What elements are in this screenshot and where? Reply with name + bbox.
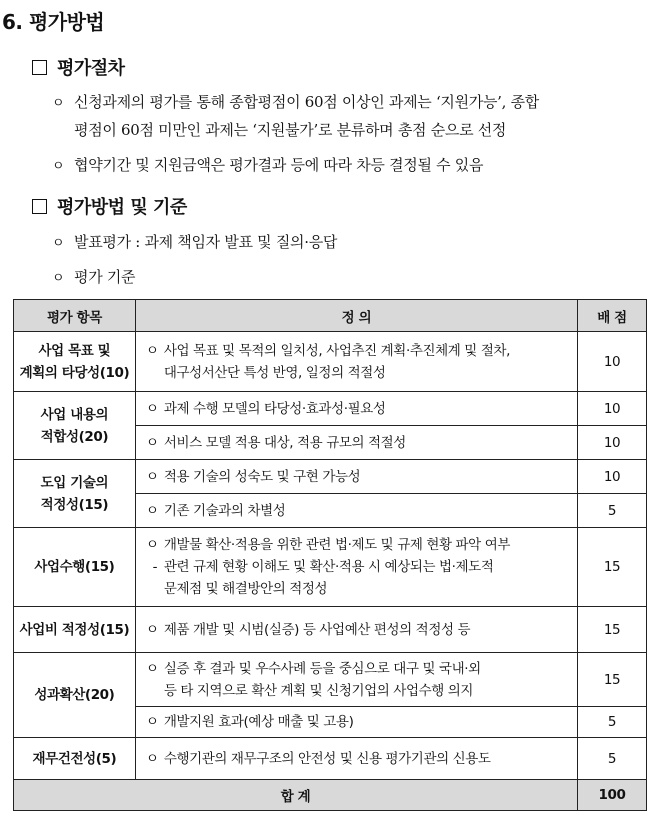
bullet-item: ㅇ 평가 기준	[52, 268, 136, 286]
bullet-item: ㅇ 신청과제의 평가를 통해 종합평점이 60점 이상인 과제는 ‘지원가능’, 종합	[52, 93, 539, 111]
circle-bullet-icon: ㅇ	[52, 236, 65, 251]
criterion-score: 5	[578, 738, 647, 780]
criterion-definition: ㅇ 사업 목표 및 목적의 일치성, 사업추진 계획·추진체계 및 절차, 대구성서산단 특성 반영, 일정의 적절성	[135, 332, 577, 392]
criterion-definition: ㅇ 실증 후 결과 및 우수사례 등을 중심으로 대구 및 국내·외 등 타 지역으로 확산 계획 및 신청기업의 사업수행 의지	[135, 653, 577, 707]
criterion-score: 15	[578, 607, 647, 653]
table-row	[14, 653, 647, 707]
table-total-row	[14, 780, 647, 811]
criterion-definition: ㅇ 과제 수행 모델의 타당성·효과성·필요성	[135, 392, 577, 426]
criterion-definition: ㅇ 제품 개발 및 시범(실증) 등 사업예산 편성의 적정성 등	[135, 607, 577, 653]
criterion-definition: ㅇ 개발지원 효과(예상 매출 및 고용)	[135, 707, 577, 738]
criterion-name: 사업 목표 및 계획의 타당성(10)	[14, 332, 136, 392]
header-item: 평가 항목	[14, 300, 136, 332]
criterion-score: 5	[578, 494, 647, 528]
criterion-name: 사업 내용의 적합성(20)	[14, 392, 136, 460]
criterion-name: 재무건전성(5)	[14, 738, 136, 780]
table-row	[14, 607, 647, 653]
subsection-title-procedure	[32, 54, 125, 80]
criterion-name: 사업수행(15)	[14, 528, 136, 607]
subsection-title-criteria	[32, 193, 187, 219]
criterion-definition: ㅇ 적용 기술의 성숙도 및 구현 가능성	[135, 460, 577, 494]
table-row	[14, 528, 647, 607]
criterion-score: 10	[578, 392, 647, 426]
table-row	[14, 460, 647, 494]
criterion-score: 10	[578, 460, 647, 494]
bullet-item-continuation: 평점이 60점 미만인 과제는 ‘지원불가’로 분류하며 총점 순으로 선정	[74, 121, 507, 139]
bullet-item: ㅇ 협약기간 및 지원금액은 평가결과 등에 따라 차등 결정될 수 있음	[52, 156, 484, 174]
circle-bullet-icon: ㅇ	[52, 159, 65, 174]
bullet-item: ㅇ 발표평가 : 과제 책임자 발표 및 질의·응답	[52, 233, 338, 251]
circle-bullet-icon: ㅇ	[52, 96, 65, 111]
circle-bullet-icon: ㅇ	[52, 271, 65, 286]
subsection-title-text: 평가절차	[57, 58, 125, 79]
criterion-name: 성과확산(20)	[14, 653, 136, 738]
criterion-score: 5	[578, 707, 647, 738]
checkbox-square-icon	[32, 199, 47, 214]
table-header-row	[14, 300, 647, 332]
evaluation-criteria-table	[13, 299, 647, 811]
header-score: 배 점	[578, 300, 647, 332]
criterion-name: 사업비 적정성(15)	[14, 607, 136, 653]
criterion-name: 도입 기술의 적정성(15)	[14, 460, 136, 528]
table-row	[14, 332, 647, 392]
subsection-title-text: 평가방법 및 기준	[57, 197, 187, 218]
criterion-score: 10	[578, 426, 647, 460]
total-label: 합 계	[14, 780, 578, 811]
criterion-score: 15	[578, 528, 647, 607]
criterion-definition: ㅇ 기존 기술과의 차별성	[135, 494, 577, 528]
checkbox-square-icon	[32, 60, 47, 75]
table-row	[14, 392, 647, 426]
criterion-score: 10	[578, 332, 647, 392]
criterion-score: 15	[578, 653, 647, 707]
section-title: 6. 평가방법	[2, 10, 105, 34]
criterion-definition: ㅇ 수행기관의 재무구조의 안전성 및 신용 평가기관의 신용도	[135, 738, 577, 780]
criterion-definition: ㅇ 개발물 확산·적용을 위한 관련 법·제도 및 규제 현황 파악 여부 - 관련 규제 현황 이해도 및 확산·적용 시 예상되는 법·제도적 문제점 및 해결방안의 적정성	[135, 528, 577, 607]
table-row	[14, 738, 647, 780]
criterion-definition: ㅇ 서비스 모델 적용 대상, 적용 규모의 적절성	[135, 426, 577, 460]
total-score: 100	[578, 780, 647, 811]
header-definition: 정 의	[135, 300, 577, 332]
